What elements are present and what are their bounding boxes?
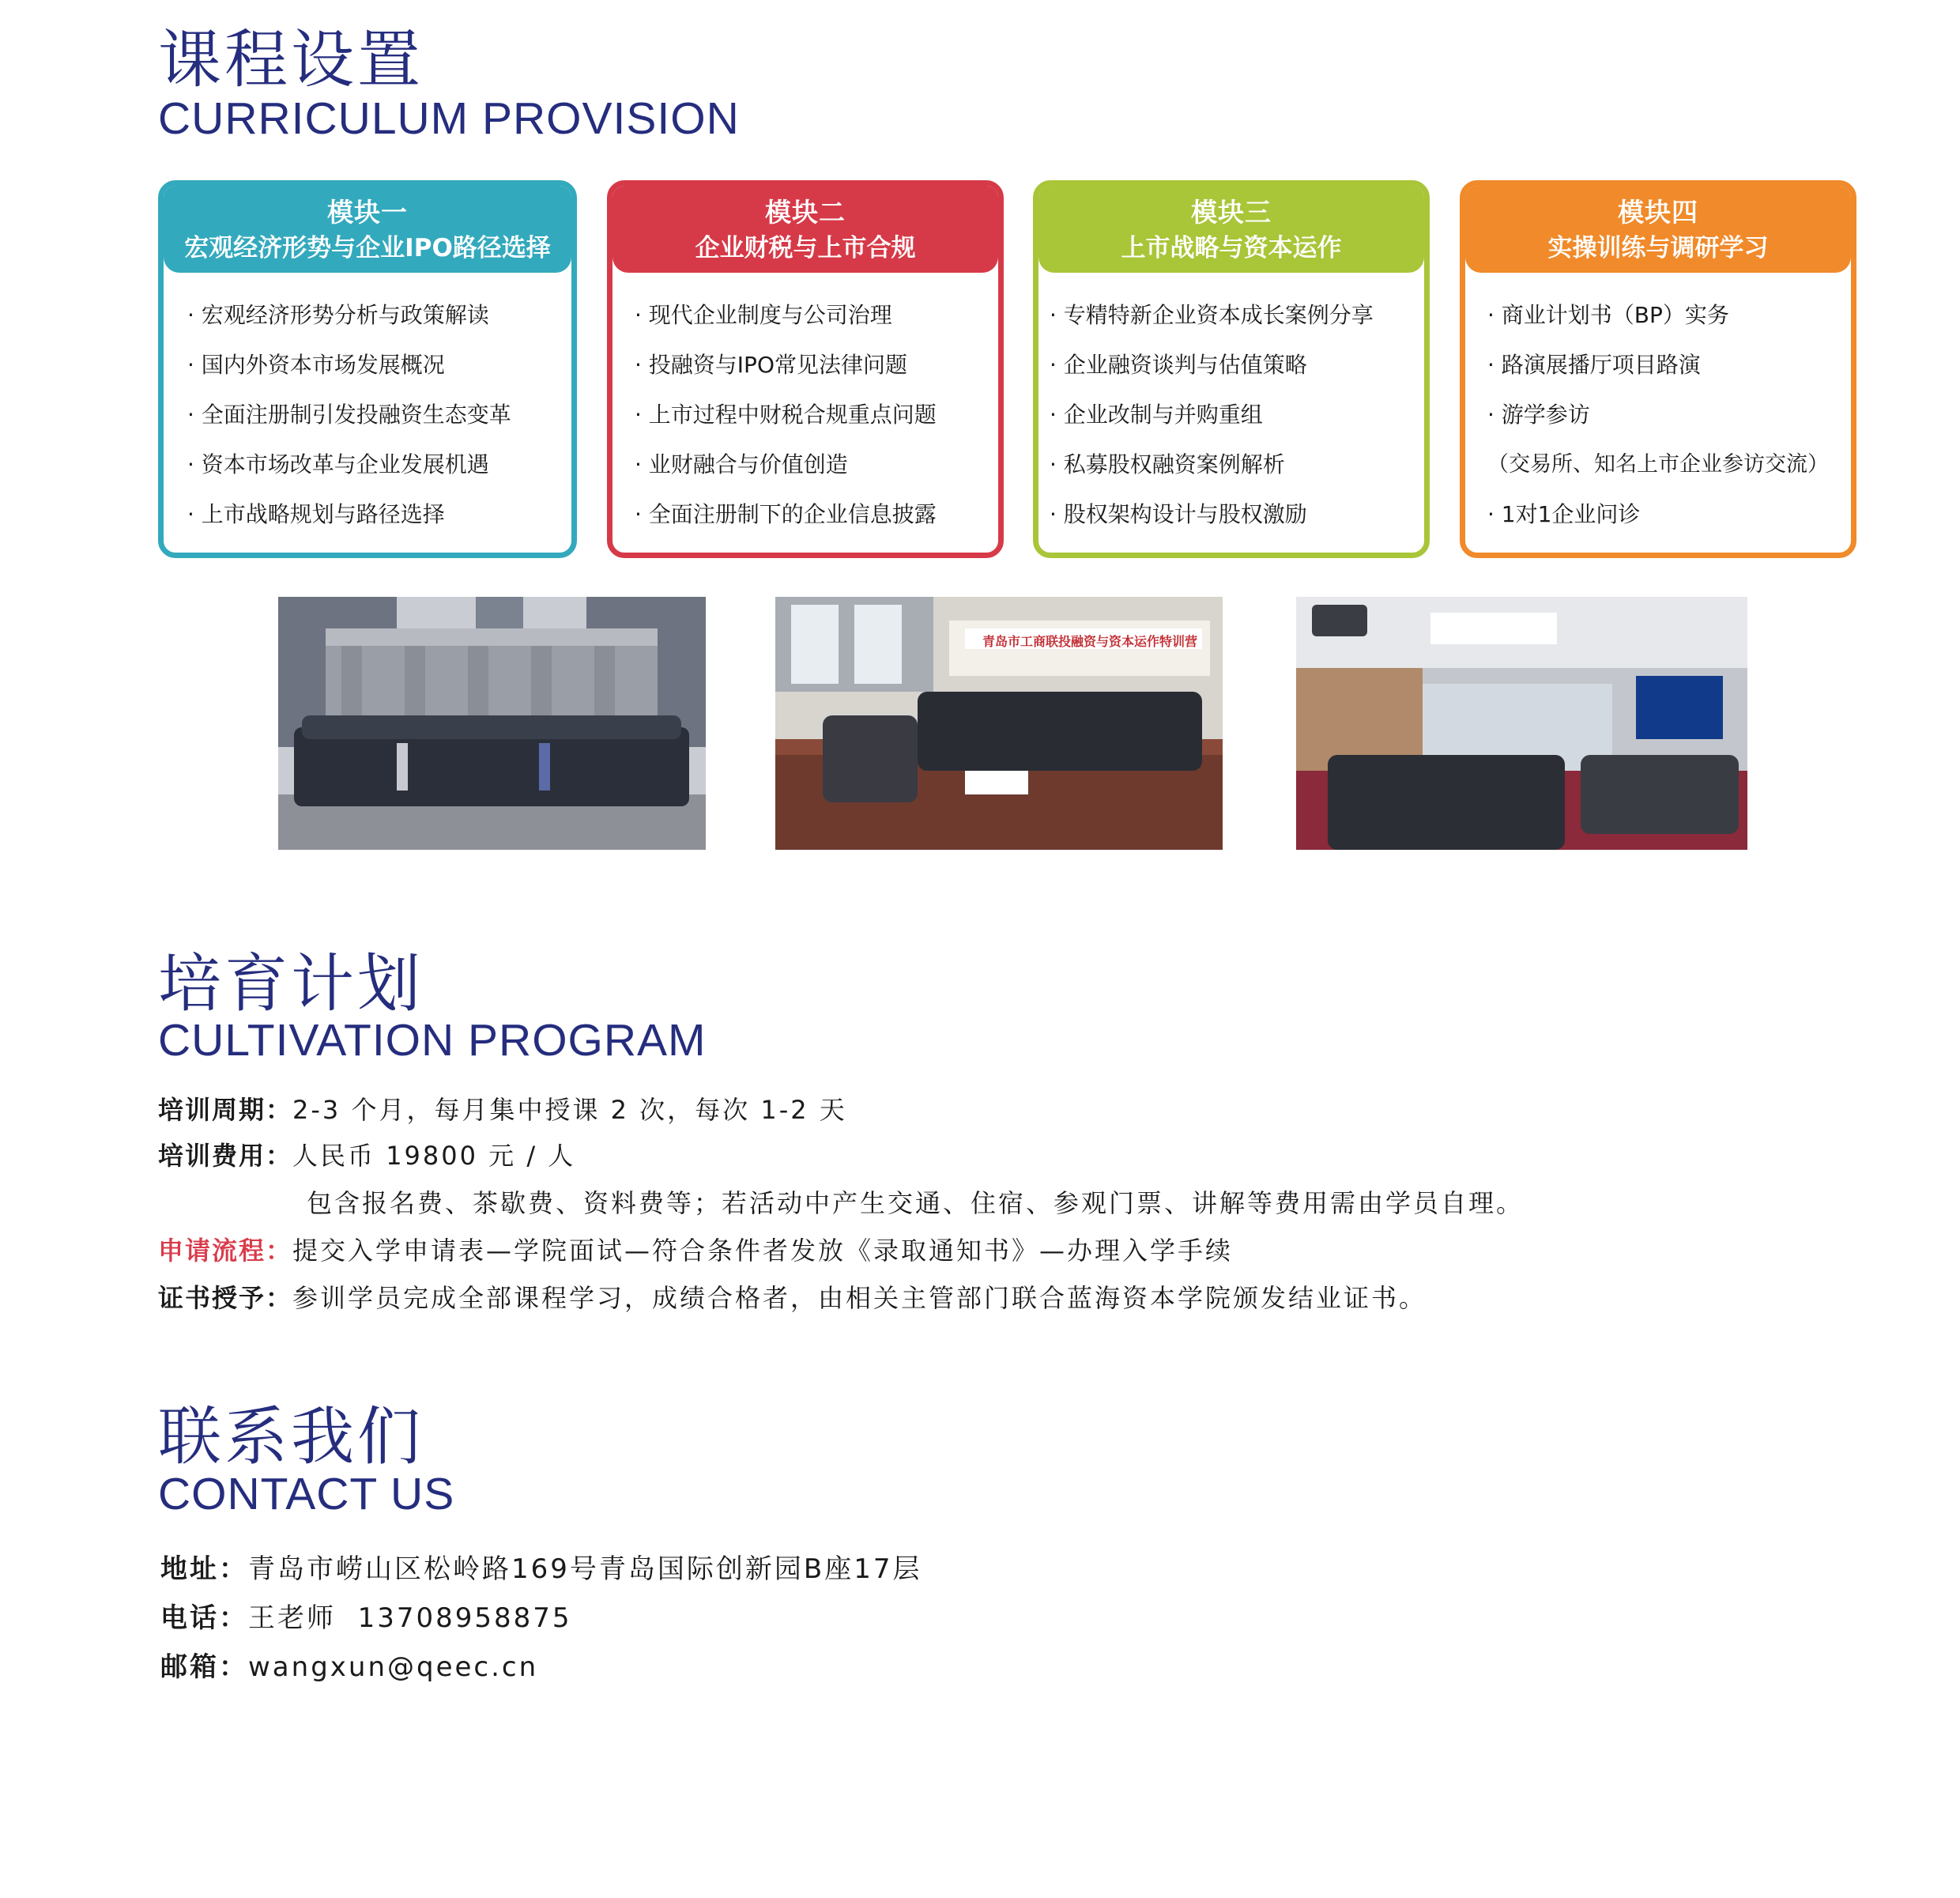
- module-topic: 实操训练与调研学习: [1547, 234, 1769, 262]
- module-name: 模块四: [1618, 197, 1698, 228]
- module-name: 模块二: [765, 197, 846, 228]
- list-item: · 现代企业制度与公司治理: [635, 302, 892, 328]
- list-item: · 私募股权融资案例解析: [1050, 451, 1285, 477]
- phone-row: [160, 1602, 572, 1634]
- module-items-1: [164, 273, 571, 539]
- list-item: · 全面注册制引发投融资生态变革: [187, 402, 511, 428]
- list-item: · 资本市场改革与企业发展机遇: [187, 451, 489, 477]
- apply-value: 提交入学申请表—学院面试—符合条件者发放《录取通知书》—办理入学手续: [292, 1236, 1234, 1266]
- fee-label: 培训费用：: [158, 1141, 293, 1171]
- contact-subtitle: CONTACT US: [158, 1469, 455, 1519]
- list-item: · 游学参访: [1487, 402, 1590, 428]
- module-topic: 宏观经济形势与企业IPO路径选择: [184, 234, 551, 262]
- cert-value: 参训学员完成全部课程学习，成绩合格者，由相关主管部门联合蓝海资本学院颁发结业证书。: [292, 1283, 1427, 1313]
- cultivation-subtitle: CULTIVATION PROGRAM: [158, 1015, 707, 1066]
- cert-label: 证书授予：: [158, 1283, 293, 1313]
- list-item: · 企业改制与并购重组: [1050, 402, 1263, 428]
- module-card-2: [607, 180, 1004, 558]
- fee-value: 人民币 19800 元 / 人: [292, 1141, 576, 1171]
- fee-row: [158, 1141, 576, 1171]
- photo-classroom-2: [1296, 597, 1747, 850]
- module-card-1: [158, 180, 577, 558]
- email-link[interactable]: wangxun@qeec.cn: [248, 1651, 539, 1683]
- apply-label: 申请流程：: [158, 1236, 293, 1266]
- list-item: · 商业计划书（BP）实务: [1487, 302, 1729, 328]
- module-card-3: [1033, 180, 1430, 558]
- list-item: · 全面注册制下的企业信息披露: [635, 501, 937, 527]
- address-value: 青岛市崂山区松岭路169号青岛国际创新园B座17层: [248, 1553, 922, 1585]
- module-items-4: [1465, 273, 1851, 539]
- email-row: [160, 1651, 539, 1683]
- list-item: · 业财融合与价值创造: [635, 451, 848, 477]
- module-items-3: [1038, 273, 1424, 539]
- address-row: [160, 1553, 922, 1585]
- list-item: · 专精特新企业资本成长案例分享: [1050, 302, 1374, 328]
- list-item: · 国内外资本市场发展概况: [187, 352, 445, 378]
- list-item: · 企业融资谈判与估值策略: [1050, 352, 1307, 378]
- module-header-1: [164, 186, 571, 273]
- list-item: · 投融资与IPO常见法律问题: [635, 352, 907, 378]
- cert-row: [158, 1285, 1427, 1311]
- module-name: 模块三: [1191, 197, 1272, 228]
- list-item: · 股权架构设计与股权激励: [1050, 501, 1307, 527]
- module-topic: 上市战略与资本运作: [1121, 234, 1342, 262]
- email-label: 邮箱：: [160, 1651, 248, 1683]
- photo-classroom-1: [775, 597, 1223, 850]
- curriculum-subtitle: CURRICULUM PROVISION: [158, 93, 740, 144]
- period-label: 培训周期：: [158, 1095, 293, 1125]
- cultivation-title: 培育计划: [158, 947, 424, 1021]
- list-item: · 上市战略规划与路径选择: [187, 501, 445, 527]
- apply-row: [158, 1236, 1234, 1266]
- list-item: · 路演展播厅项目路演: [1487, 352, 1701, 378]
- module-name: 模块一: [327, 197, 408, 228]
- curriculum-title: 课程设置: [158, 23, 424, 96]
- period-row: [158, 1097, 847, 1123]
- module-header-4: [1465, 186, 1851, 273]
- seminar-photo-image: [1296, 597, 1747, 850]
- phone-label: 电话：: [160, 1602, 248, 1634]
- list-item: · 1对1企业问诊: [1487, 501, 1641, 527]
- module-header-3: [1038, 186, 1424, 273]
- fee-note-row: [307, 1190, 1524, 1216]
- banner-text: 青岛市工商联投融资与资本运作特训营: [982, 634, 1198, 649]
- module-items-2: [612, 273, 998, 539]
- period-value: 2-3 个月，每月集中授课 2 次，每次 1-2 天: [292, 1095, 847, 1125]
- list-item: （交易所、知名上市企业参访交流）: [1487, 452, 1829, 477]
- module-topic: 企业财税与上市合规: [695, 234, 916, 262]
- fee-note: 包含报名费、茶歇费、资料费等；若活动中产生交通、住宿、参观门票、讲解等费用需由学员自理。: [307, 1188, 1525, 1218]
- list-item: · 上市过程中财税合规重点问题: [635, 402, 937, 428]
- group-photo-image: [278, 597, 706, 850]
- address-label: 地址：: [160, 1553, 248, 1585]
- contact-title: 联系我们: [158, 1400, 424, 1473]
- phone-value: 王老师 13708958875: [248, 1602, 572, 1634]
- list-item: · 宏观经济形势分析与政策解读: [187, 302, 489, 328]
- photo-group-outdoor: [278, 597, 706, 850]
- module-header-2: [612, 186, 998, 273]
- module-card-4: [1460, 180, 1856, 558]
